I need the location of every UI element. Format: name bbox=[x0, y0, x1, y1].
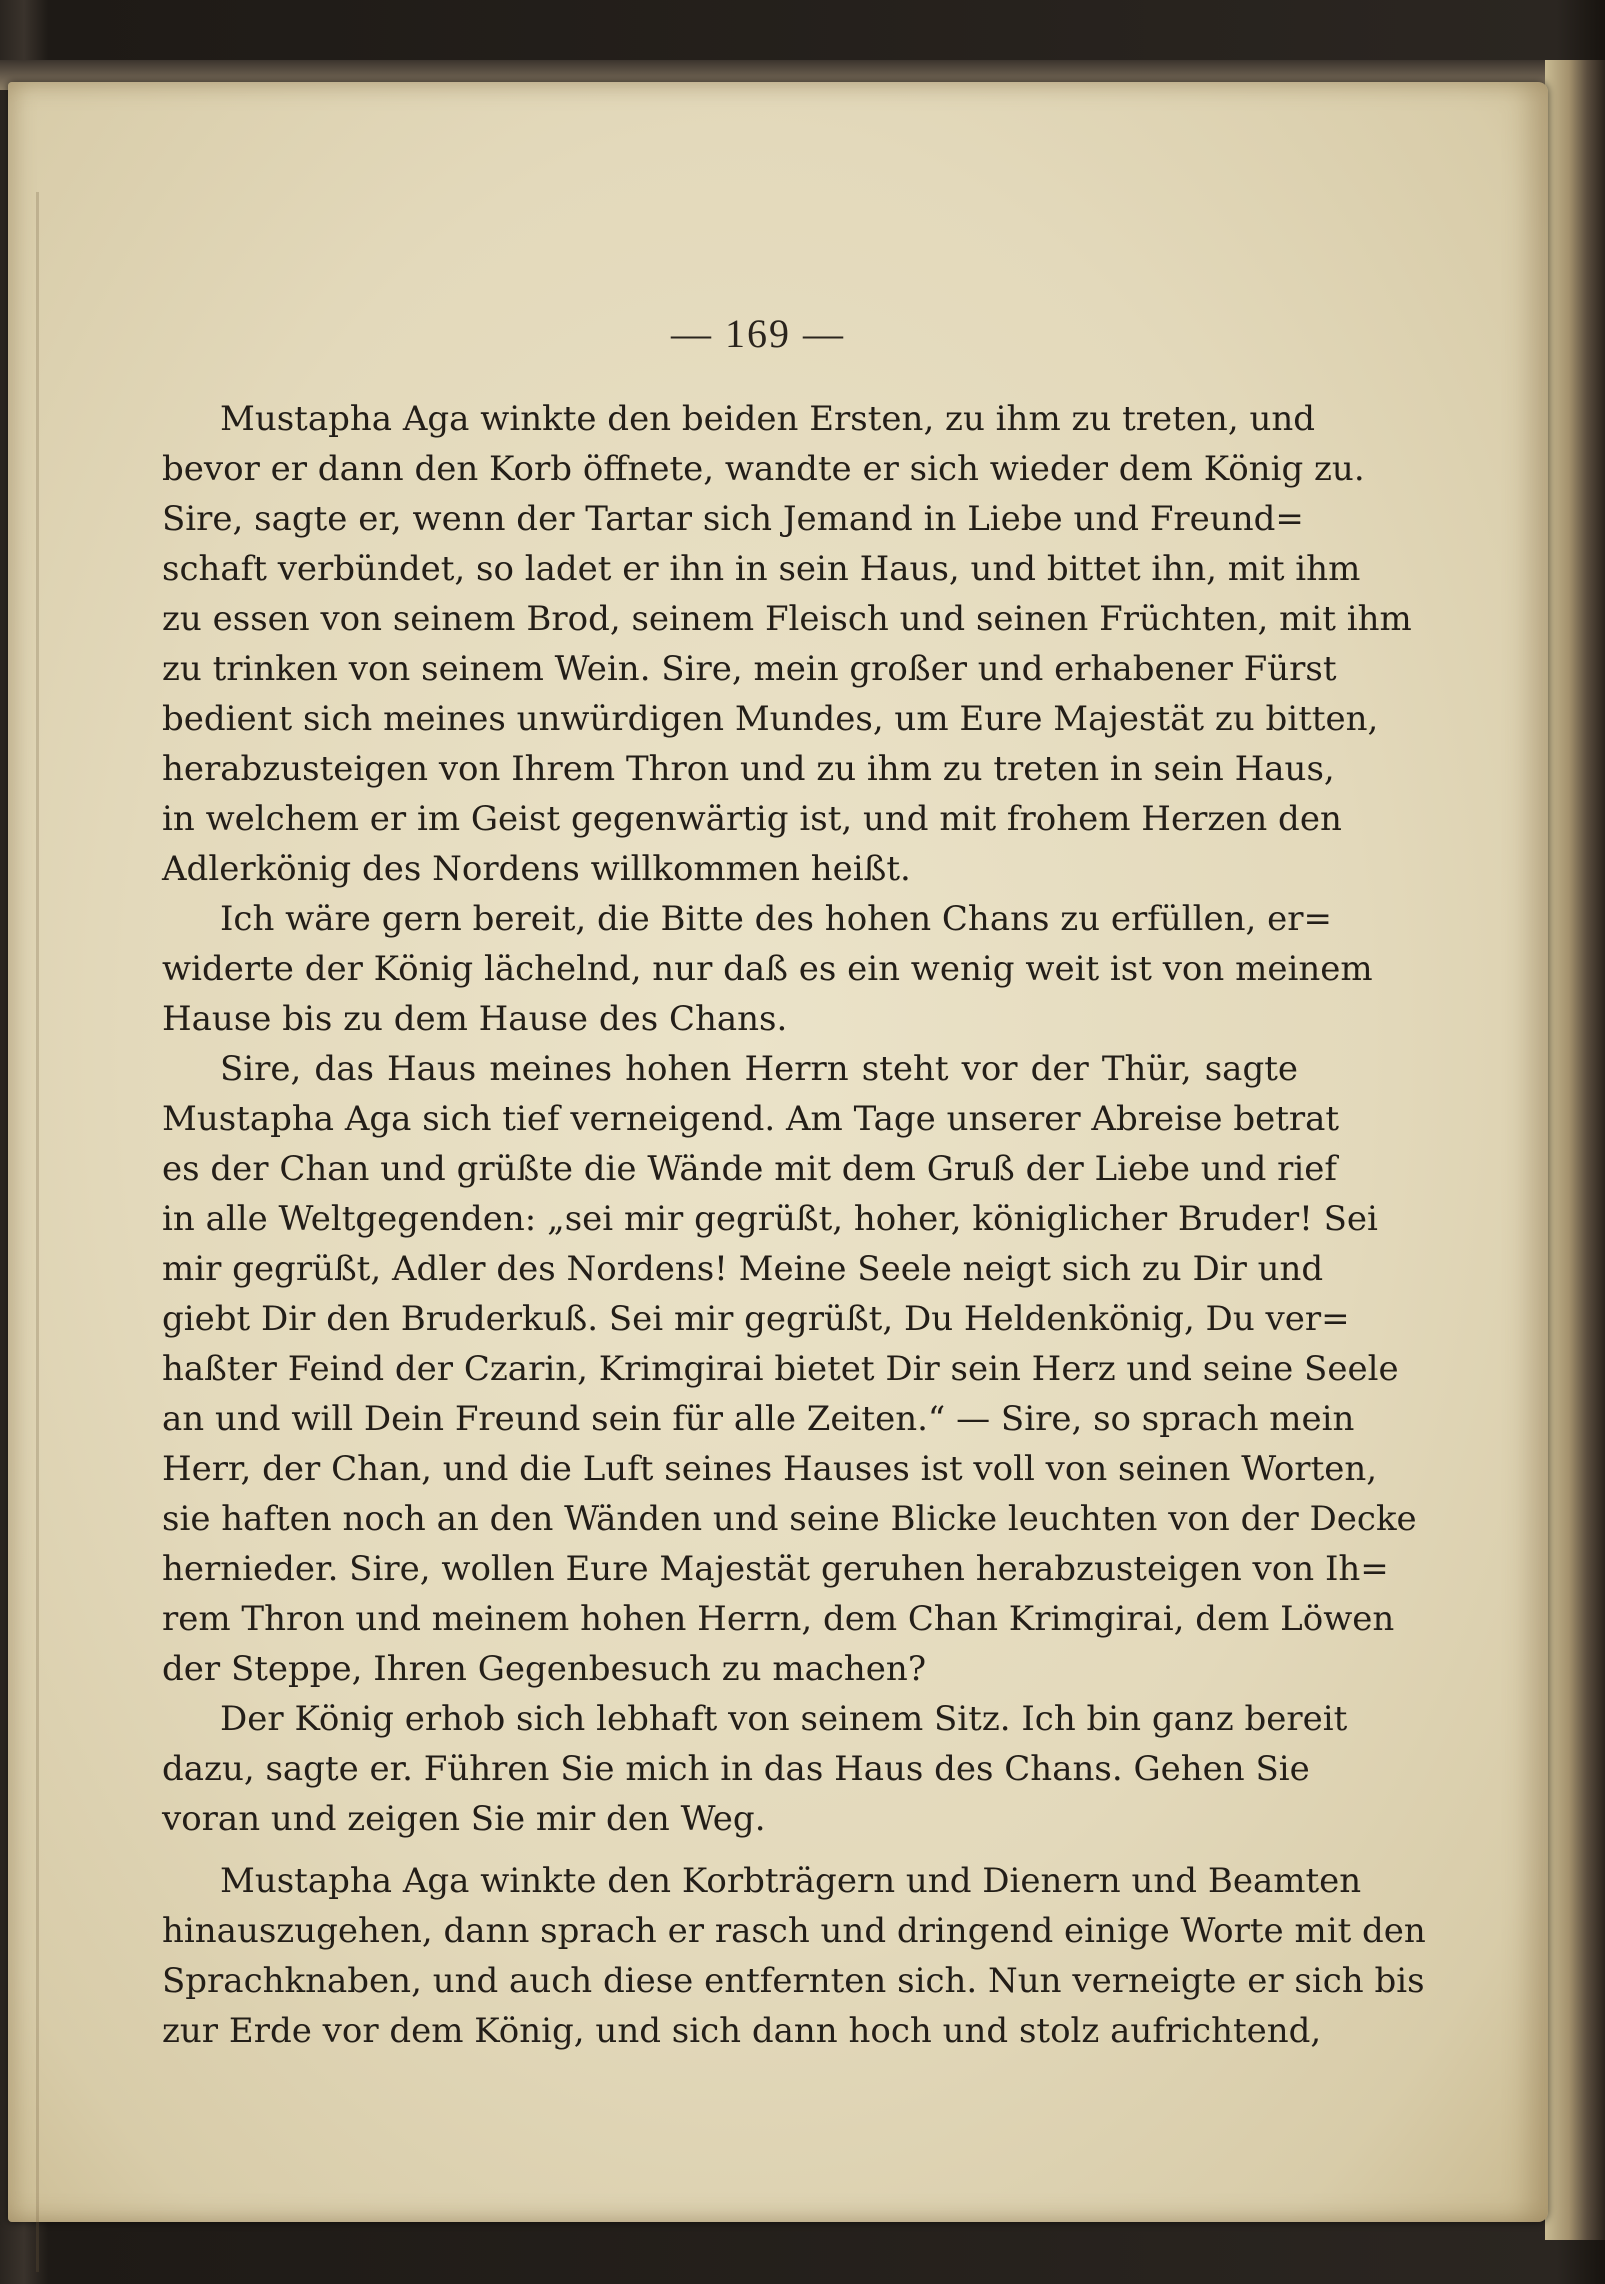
text-line: an und will Dein Freund sein für alle Zeiten.“ — Sire, so sprach mein bbox=[162, 1399, 1355, 1439]
page-number: — 169 — bbox=[671, 311, 845, 356]
text-line: hinauszugehen, dann sprach er rasch und dringend einige Worte mit den bbox=[162, 1911, 1426, 1951]
book-spine-edge bbox=[1545, 60, 1605, 2240]
text-line: Ich wäre gern bereit, die Bitte des hohen Chans zu erfüllen, er= bbox=[220, 899, 1332, 939]
text-line: Sire, sagte er, wenn der Tartar sich Jemand in Liebe und Freund= bbox=[162, 499, 1304, 539]
text-line: es der Chan und grüßte die Wände mit dem Gruß der Liebe und rief bbox=[162, 1149, 1337, 1189]
book-page bbox=[8, 82, 1548, 2222]
text-line: der Steppe, Ihren Gegenbesuch zu machen? bbox=[162, 1649, 927, 1689]
body-text bbox=[162, 394, 1426, 2056]
text-line: bevor er dann den Korb öffnete, wandte er sich wieder dem König zu. bbox=[162, 449, 1365, 489]
text-line: zu trinken von seinem Wein. Sire, mein großer und erhabener Fürst bbox=[162, 649, 1337, 689]
text-line: voran und zeigen Sie mir den Weg. bbox=[162, 1799, 766, 1839]
text-line: bedient sich meines unwürdigen Mundes, um Eure Majestät zu bitten, bbox=[162, 699, 1379, 739]
text-line: in alle Weltgegenden: „sei mir gegrüßt, hoher, königlicher Bruder! Sei bbox=[162, 1199, 1378, 1239]
text-line: Hause bis zu dem Hause des Chans. bbox=[162, 999, 788, 1039]
text-line: Adlerkönig des Nordens willkommen heißt. bbox=[162, 849, 911, 889]
text-line: Mustapha Aga sich tief verneigend. Am Tage unserer Abreise betrat bbox=[162, 1099, 1340, 1139]
text-line: schaft verbündet, so ladet er ihn in sein Haus, und bittet ihn, mit ihm bbox=[162, 549, 1361, 589]
page-gutter bbox=[36, 192, 39, 2272]
text-line: dazu, sagte er. Führen Sie mich in das Haus des Chans. Gehen Sie bbox=[162, 1749, 1310, 1789]
text-line: sie haften noch an den Wänden und seine Blicke leuchten von der Decke bbox=[162, 1499, 1417, 1539]
text-line: widerte der König lächelnd, nur daß es ein wenig weit ist von meinem bbox=[162, 949, 1373, 989]
text-line: Herr, der Chan, und die Luft seines Hauses ist voll von seinen Worten, bbox=[162, 1449, 1378, 1489]
text-line: zur Erde vor dem König, und sich dann hoch und stolz aufrichtend, bbox=[162, 2011, 1322, 2051]
text-line: giebt Dir den Bruderkuß. Sei mir gegrüßt, Du Heldenkönig, Du ver= bbox=[162, 1299, 1350, 1339]
text-line: mir gegrüßt, Adler des Nordens! Meine Seele neigt sich zu Dir und bbox=[162, 1249, 1324, 1289]
text-line: Mustapha Aga winkte den beiden Ersten, zu ihm zu treten, und bbox=[220, 399, 1316, 439]
text-line: Sire, das Haus meines hohen Herrn steht vor der Thür, sagte bbox=[220, 1049, 1298, 1089]
text-line: zu essen von seinem Brod, seinem Fleisch und seinen Früchten, mit ihm bbox=[162, 599, 1412, 639]
paragraph-gap bbox=[162, 1844, 1298, 1856]
text-line: herabzusteigen von Ihrem Thron und zu ihm zu treten in sein Haus, bbox=[162, 749, 1335, 789]
text-line: hernieder. Sire, wollen Eure Majestät geruhen herabzusteigen von Ih= bbox=[162, 1549, 1389, 1589]
text-line: Mustapha Aga winkte den Korbträgern und Dienern und Beamten bbox=[220, 1861, 1362, 1901]
text-line: haßter Feind der Czarin, Krimgirai bietet Dir sein Herz und seine Seele bbox=[162, 1349, 1399, 1389]
text-line: Sprachknaben, und auch diese entfernten sich. Nun verneigte er sich bis bbox=[162, 1961, 1425, 2001]
text-line: Der König erhob sich lebhaft von seinem Sitz. Ich bin ganz bereit bbox=[220, 1699, 1348, 1739]
text-line: in welchem er im Geist gegenwärtig ist, und mit frohem Herzen den bbox=[162, 799, 1342, 839]
text-line: rem Thron und meinem hohen Herrn, dem Chan Krimgirai, dem Löwen bbox=[162, 1599, 1395, 1639]
